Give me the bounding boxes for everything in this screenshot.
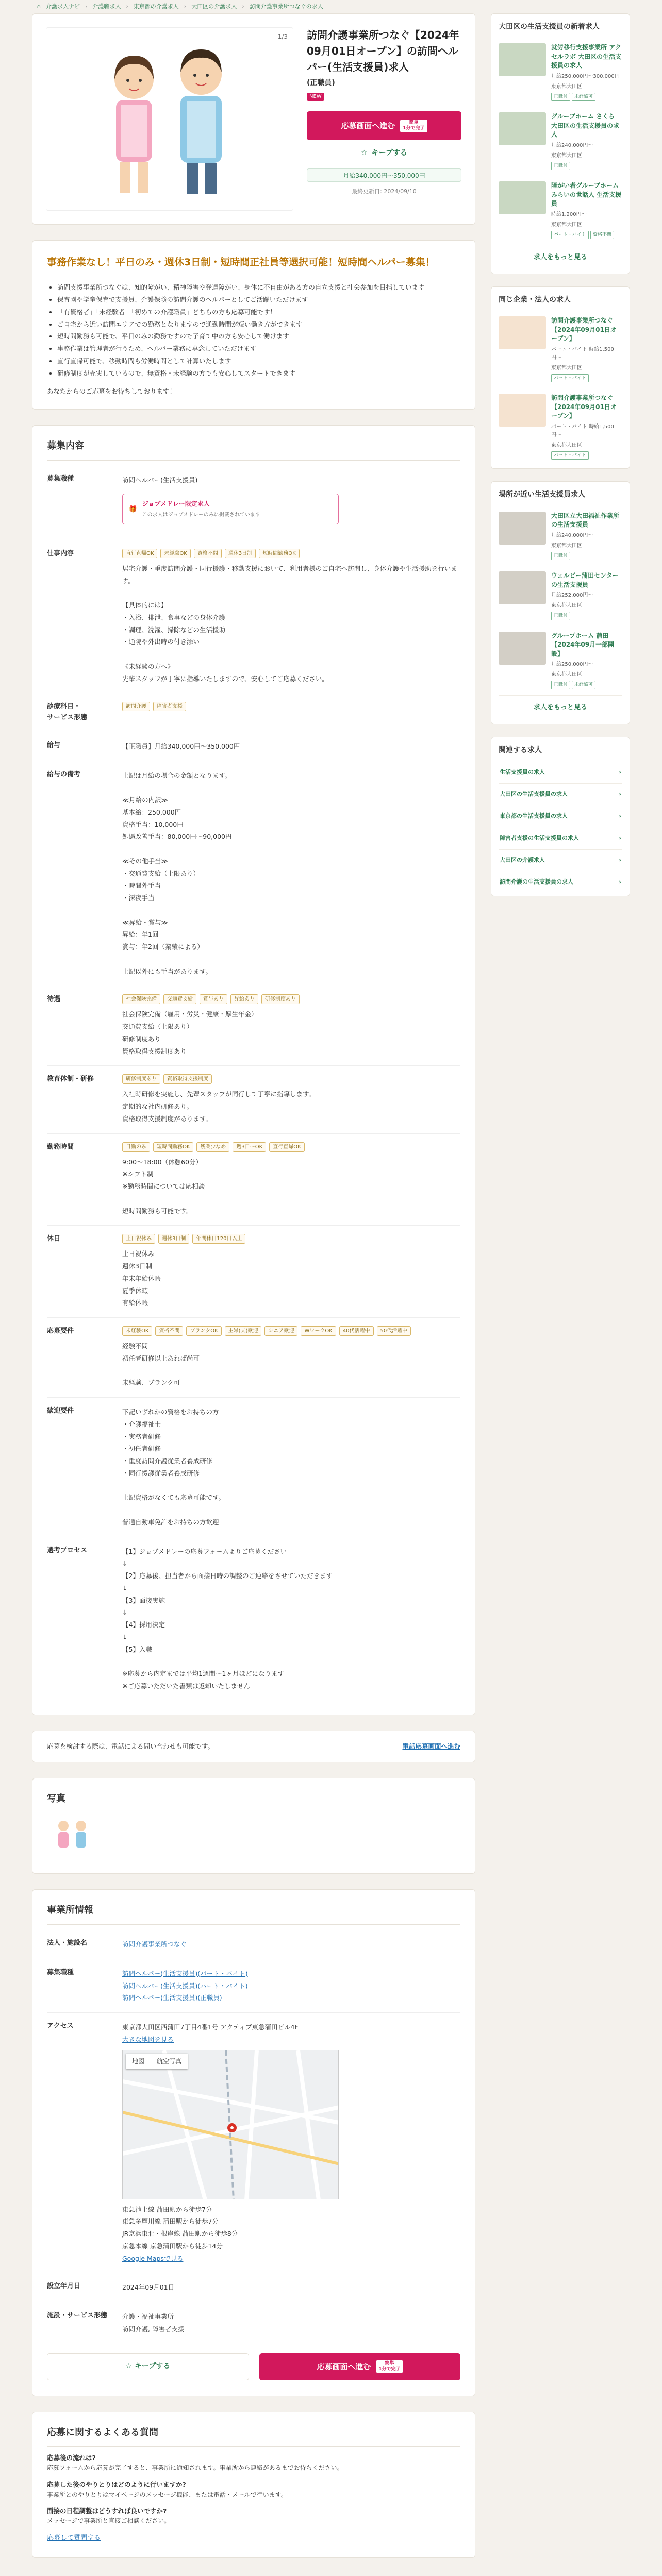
job-thumbnail [499, 394, 546, 427]
office-text: 2024年09月01日 [122, 2283, 175, 2292]
detail-row [47, 1066, 460, 1133]
feature-tag: 土日祝休み [122, 1234, 155, 1244]
detail-text: 上記は月給の場合の金額となります。 ≪月給の内訳≫ 基本給：250,000円 資格手当：10,000円 処遇改善手当：80,000円〜90,000円 ≪その他手当≫ ・交通費支給（上限あり） ・時間外手当 ・深夜手当 ≪昇給・賞与≫ 昇給：年1回 賞与：年2回（業績による） 上記以外にも手当があります。 [122, 771, 232, 975]
side-job-address: 東京都大田区 [551, 603, 582, 609]
office-section [32, 1889, 475, 2396]
side-job-salary: 月給240,000円〜 [551, 532, 593, 538]
side-job-item[interactable] [499, 626, 622, 695]
related-label: 訪問介護の生活支援員の求人 [500, 878, 573, 886]
catch-bullet: • 直行直帰可能で、移動時間も労働時間として計算いたします [57, 355, 460, 367]
chevron-right-icon: › [619, 812, 621, 820]
tag-list [122, 994, 460, 1004]
side-job-title[interactable]: 訪問介護事業所つなぐ【2024年09月01日オープン】 [551, 394, 617, 420]
feature-tag: 賞与あり [200, 994, 227, 1004]
map-tab[interactable]: 地図 [132, 2057, 145, 2065]
salary-pill: 月給340,000円〜350,000円 [307, 168, 461, 182]
related-link[interactable] [499, 761, 622, 783]
catch-bullet: • 「有資格者」「未経験者」「初めての介護職員」どちらの方も応募可能です！ [57, 306, 460, 318]
feature-tag: 訪問介護 [122, 702, 150, 711]
side-job-title[interactable]: グループホーム さくら 大田区の生活支援員の求人 [551, 113, 620, 139]
detail-key: 勤務時間 [47, 1143, 74, 1151]
detail-value [122, 740, 460, 753]
feature-tag: 週休3日制 [225, 549, 256, 558]
office-row [47, 2273, 460, 2302]
detail-key: 診療科目・ サービス形態 [47, 703, 88, 722]
detail-row [47, 1134, 460, 1226]
related-link[interactable] [499, 783, 622, 805]
breadcrumb-item[interactable]: 東京都の介護求人 [133, 3, 179, 10]
feature-tag: 直行直帰OK [122, 549, 157, 558]
side-job-tag: 未経験可 [572, 681, 595, 689]
catch-bullet: • 事務作業は管理者が行うため、ヘルパー業務に専念していただけます [57, 343, 460, 355]
tag-list [122, 549, 460, 558]
side-job-salary: 時給1,200円〜 [551, 211, 587, 217]
faq-question: 応募した後のやりとりはどのように行いますか? [47, 2480, 186, 2488]
faq-question: 面接の日程調整はどうすれば良いですか? [47, 2506, 167, 2515]
detail-text: 社会保険完備（雇用・労災・健康・厚生年金） 交通費支給（上限あり） 研修制度あり 資格取得支援制度あり [122, 1010, 258, 1055]
feature-tag: 主婦(夫)歓迎 [225, 1326, 262, 1336]
breadcrumb-separator: › [242, 3, 244, 10]
phone-text: 応募を検討する際は、電話による問い合わせも可能です。 [47, 1742, 214, 1750]
detail-row [47, 1318, 460, 1398]
map-graphic [123, 2050, 339, 2199]
office-value [122, 2021, 460, 2264]
detail-row [47, 1226, 460, 1318]
feature-tag: 40代活躍中 [339, 1326, 374, 1336]
home-icon[interactable]: ⌂ [37, 3, 41, 10]
side-job-item[interactable] [499, 566, 622, 626]
employment-type: (正職員) [307, 79, 335, 87]
office-value [122, 2311, 460, 2335]
detail-row [47, 466, 460, 540]
related-link[interactable] [499, 849, 622, 871]
keep-button[interactable] [307, 147, 461, 159]
detail-key: 休日 [47, 1235, 61, 1243]
feature-tag: シニア歓迎 [264, 1326, 297, 1336]
side-job-title[interactable]: 障がい者グループホーム みらいの世話人 生活支援員 [551, 182, 622, 208]
detail-key: 応募要件 [47, 1327, 74, 1335]
detail-value [122, 702, 460, 723]
detail-value [122, 1234, 460, 1309]
detail-value [122, 1326, 460, 1389]
feature-tag: 障害者支援 [153, 702, 186, 711]
detail-text: 訪問ヘルパー(生活支援員) [122, 476, 198, 484]
side-job-title[interactable]: グループホーム 蒲田【2024年09月一部開設】 [551, 632, 615, 657]
side-job-item[interactable] [499, 388, 622, 465]
detail-value [122, 549, 460, 685]
apply-button[interactable] [307, 111, 461, 140]
catch-list [47, 281, 460, 379]
star-icon: ☆ [361, 149, 368, 158]
star-icon: ☆ [125, 2362, 135, 2371]
detail-value [122, 474, 460, 532]
banner-title: ジョブメドレー限定求人 [142, 500, 210, 507]
access-text: 東急池上線 蒲田駅から徒歩7分 東急多摩川線 蒲田駅から徒歩7分 JR京浜東北・根岸線 蒲田駅から徒歩8分 京急本線 京急蒲田駅から徒歩14分 [122, 2205, 238, 2250]
tag-list [122, 1074, 460, 1084]
nearby-heading: 大田区の生活支援員の新着求人 [499, 23, 600, 31]
feature-tag: 残業少なめ [196, 1142, 229, 1152]
chevron-right-icon: › [619, 790, 621, 798]
apply-sub-badge: 簡単 1分で完了 [400, 120, 427, 132]
feature-tag: 研修制度あり [122, 1074, 160, 1084]
related-box [491, 737, 630, 896]
feature-tag: 社会保険完備 [122, 994, 160, 1004]
breadcrumb-item: 訪問介護事業所つなぐの求人 [249, 3, 323, 10]
related-link[interactable] [499, 827, 622, 849]
side-job-tag: パート・バイト [551, 231, 589, 239]
catch-bullet: • ご自宅から近い訪問エリアでの勤務となりますので通勤時間が短い働き方ができます [57, 318, 460, 331]
new-badge: NEW [307, 93, 324, 101]
detail-text: 下記いずれかの資格をお持ちの方 ・介護福祉士 ・実務者研修 ・初任者研修 ・重度訪問介護従業者養成研修 ・同行援護従業者養成研修 上記資格がなくても応募可能です。 普通自動車免許をお持ちの方歓迎 [122, 1408, 225, 1526]
catch-bullet: • 研修制度が充実しているので、無資格・未経験の方でも安心してスタートできます [57, 367, 460, 380]
related-label: 大田区の生活支援員の求人 [500, 790, 568, 798]
feature-tag: 資格不問 [155, 1326, 183, 1336]
chevron-right-icon: › [619, 769, 621, 776]
phone-apply-box [32, 1731, 475, 1762]
tag-list [122, 1234, 460, 1244]
breadcrumb-separator: › [126, 3, 128, 10]
feature-tag: 資格取得支援制度 [163, 1074, 212, 1084]
details-heading: 募集内容 [47, 439, 460, 461]
side-job-tag: 正職員 [551, 93, 570, 101]
office-map[interactable] [122, 2050, 339, 2199]
feature-tag: 交通費支給 [163, 994, 196, 1004]
job-thumbnail [499, 316, 546, 349]
keep-button-bottom[interactable] [47, 2353, 249, 2380]
side-job-address: 東京都大田区 [551, 365, 582, 371]
breadcrumb-item[interactable]: 大田区の介護求人 [191, 3, 237, 10]
faq-link[interactable]: 応募して質問する [47, 2534, 101, 2542]
job-thumbnail [499, 512, 546, 545]
feature-tag: 週休3日制 [158, 1234, 189, 1244]
chevron-right-icon: › [619, 834, 621, 841]
near-place-box [491, 481, 630, 724]
breadcrumb-separator: › [85, 3, 88, 10]
office-text[interactable]: 訪問介護事業所つなぐ [122, 1940, 187, 1948]
side-job-item[interactable] [499, 506, 622, 566]
photo-page-indicator: 1/3 [277, 33, 288, 40]
related-heading: 関連する求人 [499, 745, 542, 754]
catch-footer: あなたからのご応募をお待ちしております！ [47, 387, 176, 396]
related-label: 生活支援員の求人 [500, 769, 545, 776]
feature-tag: WワークOK [301, 1326, 336, 1336]
feature-tag: ブランクOK [186, 1326, 221, 1336]
side-job-address: 東京都大田区 [551, 672, 582, 678]
side-job-tag: 正職員 [551, 162, 570, 170]
photo-section [32, 1778, 475, 1874]
office-row [47, 2302, 460, 2344]
map-type-tabs [126, 2054, 188, 2070]
office-key: 募集職種 [47, 1968, 74, 1976]
job-thumbnail [499, 43, 546, 76]
detail-row [47, 540, 460, 694]
details-section [32, 425, 475, 1715]
tag-list [122, 1326, 460, 1336]
office-text: 東京都大田区西蒲田7丁目4番1号 アクティブ東急蒲田ビル4F [122, 2023, 299, 2031]
keep-label: キープする [135, 2362, 171, 2371]
related-label: 大田区の介護求人 [500, 856, 545, 863]
detail-text: 居宅介護・重度訪問介護・同行援護・移動支援において、利用者様のご自宅へ訪問し、身体介護や生活援助を行います。 【具体的には】 ・入浴、排泄、食事などの身体介護 ・調理、洗濯、掃除などの生活援助 ・通院や外出時の付き添い 《未経験の方へ》 先輩スタッフが丁寧に指導いたしますので、安心してご応募ください。 [122, 564, 457, 683]
feature-tag: 短時間勤務OK [259, 549, 299, 558]
detail-row [47, 693, 460, 732]
office-key: アクセス [47, 2022, 74, 2030]
detail-key: 待遇 [47, 995, 61, 1004]
side-job-salary: 月給250,000円〜300,000円 [551, 73, 620, 79]
job-thumbnail [499, 571, 546, 604]
detail-row [47, 1537, 460, 1701]
side-job-item[interactable] [499, 107, 622, 176]
breadcrumb-separator: › [184, 3, 187, 10]
feature-tag: 直行直帰OK [269, 1142, 304, 1152]
job-hero [32, 13, 475, 225]
tag-list [122, 1142, 460, 1152]
detail-value [122, 1074, 460, 1125]
staff-illustration [46, 28, 293, 210]
apply-label: 応募画面へ進む [341, 121, 395, 131]
detail-value [122, 1546, 460, 1692]
tag-list [122, 702, 460, 711]
detail-key: 給与の備考 [47, 770, 81, 778]
office-row [47, 2013, 460, 2273]
side-job-address: 東京都大田区 [551, 222, 582, 228]
job-thumbnail [499, 181, 546, 214]
detail-row [47, 1398, 460, 1537]
office-key: 設立年月日 [47, 2282, 81, 2291]
detail-key: 募集職種 [47, 475, 74, 483]
side-job-salary: パート・バイト 時給1,500円〜 [551, 423, 614, 438]
detail-key: 教育体制・研修 [47, 1075, 94, 1083]
side-job-tag: 正職員 [551, 681, 570, 689]
map-tab[interactable]: 航空写真 [157, 2057, 182, 2065]
apply-label: 応募画面へ進む [317, 2362, 371, 2371]
feature-tag: 研修制度あり [261, 994, 300, 1004]
banner-sub: この求人はジョブメドレーのみに掲載されています [142, 512, 260, 518]
side-job-tag: 正職員 [551, 612, 570, 620]
side-job-address: 東京都大田区 [551, 152, 582, 159]
side-job-item[interactable] [499, 38, 622, 107]
side-job-tag: 資格不問 [590, 231, 614, 239]
catch-bullet: • 短時間勤務も可能で、平日のみの勤務ですので子育て中の方も安心して働けます [57, 330, 460, 343]
gift-icon: 🎁 [129, 505, 137, 513]
related-link[interactable] [499, 805, 622, 827]
feature-tag: 50代活躍中 [377, 1326, 411, 1336]
side-job-tag: 未経験可 [572, 93, 595, 101]
chevron-right-icon: › [619, 856, 621, 863]
detail-text: 9:00〜18:00（休憩60分） ※シフト制 ※勤務時間については応相談 短時間勤務も可能です。 [122, 1158, 205, 1215]
gmaps-link[interactable]: Google Mapsで見る [122, 2254, 184, 2262]
detail-text: 土日祝休み 週休3日制 年末年始休暇 夏季休暇 有給休暇 [122, 1250, 161, 1307]
job-title: 訪問介護事業所つなぐ【2024年09月01日オープン】の訪問ヘルパー(生活支援員)求人 [307, 29, 459, 73]
faq-question: 応募後の流れは? [47, 2454, 96, 2462]
side-job-salary: 月給252,000円〜 [551, 592, 593, 599]
side-job-title[interactable]: 大田区立大田福祉作業所の生活支援員 [551, 512, 620, 529]
office-row [47, 1959, 460, 2013]
office-row [47, 1930, 460, 1959]
detail-key: 選考プロセス [47, 1546, 88, 1554]
photo-heading: 写真 [47, 1793, 65, 1804]
feature-tag: 短時間勤務OK [153, 1142, 193, 1152]
office-text: 介護・福祉事業所 訪問介護, 障害者支援 [122, 2313, 185, 2333]
feature-tag: 日勤のみ [122, 1142, 150, 1152]
detail-text: 入社時研修を実施し、先輩スタッフが同行して丁寧に指導します。 定期的な社内研修あり。 資格取得支援制度があります。 [122, 1090, 316, 1123]
faq-section [32, 2412, 475, 2558]
side-job-tag: パート・バイト [551, 451, 589, 460]
detail-text: 【正職員】月給340,000円〜350,000円 [122, 742, 240, 750]
catch-section [32, 240, 475, 410]
photo-thumbnail[interactable] [47, 1817, 98, 1854]
related-link[interactable] [499, 871, 622, 893]
detail-value [122, 770, 460, 978]
side-job-tag: 正職員 [551, 552, 570, 560]
job-thumbnail [499, 112, 546, 145]
related-label: 東京都の生活支援員の求人 [500, 812, 568, 820]
detail-row [47, 732, 460, 761]
feature-tag: 未経験OK [122, 1326, 152, 1336]
feature-tag: 週3日〜OK [233, 1142, 266, 1152]
feature-tag: 未経験OK [160, 549, 190, 558]
office-value [122, 2281, 460, 2294]
same-company-box [491, 286, 630, 469]
side-job-address: 東京都大田区 [551, 543, 582, 549]
side-job-salary: 月給250,000円〜 [551, 662, 593, 668]
job-photo[interactable] [46, 27, 293, 211]
keep-label: キープする [371, 149, 407, 158]
detail-row [47, 761, 460, 987]
side-job-address: 東京都大田区 [551, 83, 582, 90]
office-text[interactable]: 訪問ヘルパー(生活支援員)(パート・バイト) 訪問ヘルパー(生活支援員)(パート・バイト) 訪問ヘルパー(生活支援員)(正職員) [122, 1969, 248, 2002]
related-label: 障害者支援の生活支援員の求人 [500, 834, 579, 841]
office-value [122, 1938, 460, 1951]
detail-value [122, 1142, 460, 1217]
office-key: 法人・施設名 [47, 1939, 88, 1947]
updated-date: 最終更新日: 2024/09/10 [352, 188, 417, 195]
detail-row [47, 986, 460, 1066]
feature-tag: 資格不問 [194, 549, 222, 558]
office-value [122, 1968, 460, 2004]
office-heading: 事業所情報 [47, 1903, 460, 1925]
breadcrumb-item[interactable]: 介護職求人 [92, 3, 121, 10]
side-job-salary: 月給240,000円〜 [551, 142, 593, 148]
near-more-link[interactable]: 求人をもっと見る [499, 695, 622, 721]
chevron-right-icon: › [619, 878, 621, 886]
near-heading: 場所が近い生活支援員求人 [499, 490, 585, 499]
office-key: 施設・サービス形態 [47, 2312, 108, 2320]
side-job-tag: パート・バイト [551, 374, 589, 382]
detail-text: 【1】ジョブメドレーの応募フォームよりご応募ください ↓ 【2】応募後、担当者から面接日時の調整のご連絡をさせていただきます ↓ 【3】面接実施 ↓ 【4】採用決定 ↓ 【5】入職 ※応募から内定までは平均1週間〜1ヶ月ほどになります ※ご応募いただいた書類は返却いたしません [122, 1547, 333, 1690]
nearby-jobs-box [491, 13, 630, 274]
side-job-title[interactable]: 訪問介護事業所つなぐ【2024年09月01日オープン】 [551, 317, 617, 343]
faq-answer: メッセージで事業所と直接ご相談ください。 [47, 2517, 171, 2524]
side-job-salary: パート・バイト 時給1,500円〜 [551, 346, 614, 361]
side-job-item[interactable] [499, 311, 622, 388]
detail-key: 給与 [47, 741, 61, 749]
apply-sub-badge: 簡単 1分で完了 [376, 2360, 403, 2373]
side-job-item[interactable] [499, 176, 622, 245]
faq-heading: 応募に関するよくある質問 [47, 2426, 460, 2447]
apply-button-bottom[interactable] [259, 2353, 460, 2380]
catch-headline: 事務作業なし！平日のみ・週休3日制・短時間正社員等選択可能！短時間ヘルパー募集！ [47, 257, 435, 268]
feature-tag: 年間休日120日以上 [192, 1234, 245, 1244]
side-job-address: 東京都大田区 [551, 442, 582, 448]
same-heading: 同じ企業・法人の求人 [499, 296, 571, 304]
detail-text: 経験不問 初任者研修以上あれば尚可 未経験、ブランク可 [122, 1342, 200, 1387]
detail-value [122, 994, 460, 1057]
job-thumbnail [499, 632, 546, 665]
exclusive-banner[interactable] [122, 494, 339, 524]
catch-bullet: • 保育園や学童保育で支援員、介護保険の訪問介護のヘルパーとしてご活躍いただけます [57, 294, 460, 306]
feature-tag: 昇給あり [230, 994, 258, 1004]
detail-key: 歓迎要件 [47, 1407, 74, 1415]
faq-answer: 事業所とのやりとりはマイページのメッセージ機能、または電話・メールで行います。 [47, 2490, 287, 2498]
large-map-link[interactable]: 大きな地図を見る [122, 2035, 174, 2043]
breadcrumb-item[interactable]: 介護求人ナビ [45, 3, 80, 10]
nearby-more-link[interactable]: 求人をもっと見る [499, 245, 622, 270]
phone-apply-link[interactable]: 電話応募画面へ進む [402, 1742, 460, 1750]
side-job-title[interactable]: ウェルビー蒲田センターの生活支援員 [551, 572, 619, 588]
faq-answer: 応募フォームから応募が完了すると、事業所に通知されます。事業所から連絡があるまでお待ちください。 [47, 2464, 343, 2472]
detail-key: 仕事内容 [47, 549, 74, 557]
side-job-title[interactable]: 就労移行支援事業所 アクセルラボ 大田区の生活支援員の求人 [551, 44, 622, 70]
catch-bullet: • 訪問支援事業所つなぐは、知的障がい、精神障害や発達障がい、身体に不自由がある方の自立支援と社会参加を目指しています [57, 281, 460, 294]
detail-value [122, 1406, 460, 1529]
breadcrumb [32, 0, 630, 13]
